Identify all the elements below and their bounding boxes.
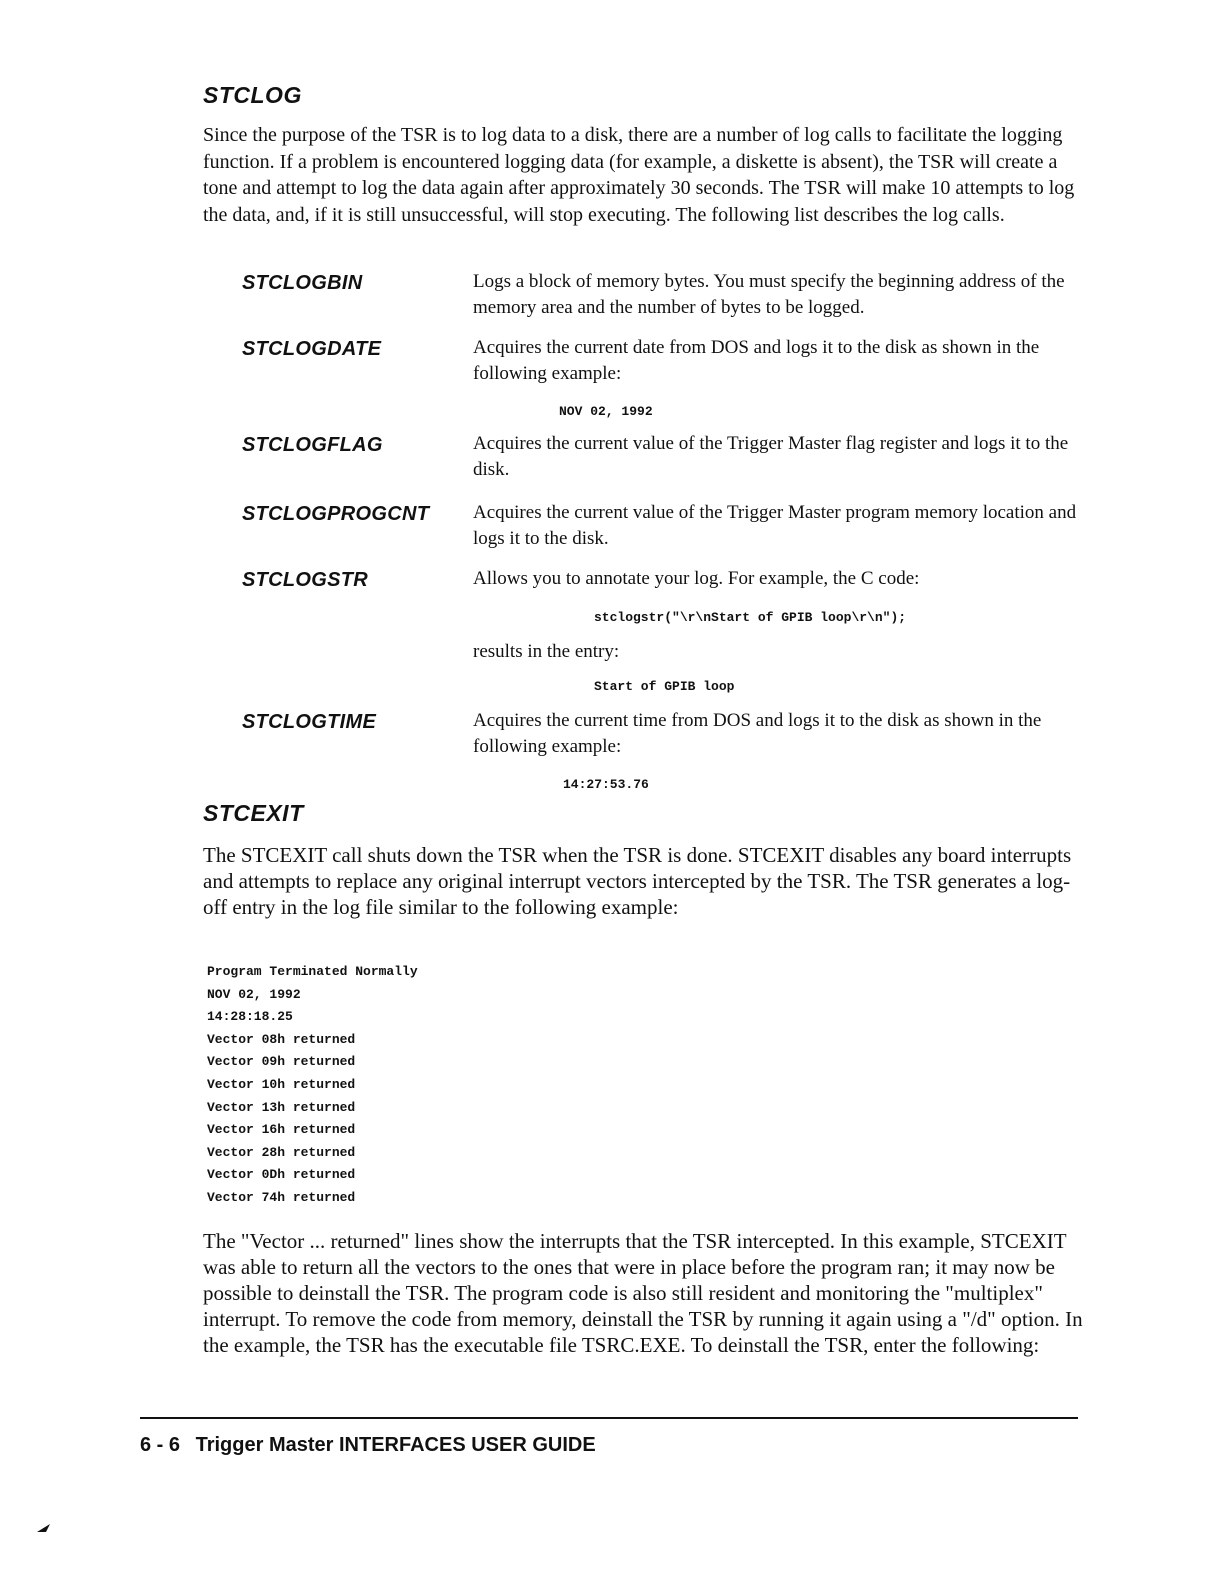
- stclog-intro: Since the purpose of the TSR is to log data to a disk, there are a number of log calls to facilitate the logging function. If a problem is encountered logging data (for example, a diskette is absent), the TSR will create a tone and attempt to log the data again after approximately 30 seconds. The TSR will make 10 attempts to log the data, and, if it is still unsuccessful, will stop executing. The following list describes the log calls.: [203, 124, 1075, 226]
- call-desc-stclogbin: Logs a block of memory bytes. You must specify the beginning address of the memory area and the number of bytes to be logged.: [473, 271, 1065, 318]
- scan-mark-icon: [37, 1521, 51, 1533]
- log-line: Vector 09h returned: [207, 1054, 356, 1070]
- log-off-entry: [207, 961, 418, 1210]
- call-desc-stclogdate: Acquires the current date from DOS and logs it to the disk as shown in the following example:: [473, 337, 1040, 384]
- call-name-stclogstr: STCLOGSTR: [242, 569, 369, 591]
- section-heading-stcexit: STCEXIT: [203, 800, 304, 826]
- call-desc-stclogstr: Allows you to annotate your log. For example, the C code:: [473, 568, 920, 589]
- footer-rule: [140, 1417, 1078, 1419]
- section-heading-stclog: STCLOG: [203, 82, 302, 108]
- log-line: Vector 08h returned: [207, 1031, 356, 1047]
- call-name-stclogbin: STCLOGBIN: [242, 272, 363, 294]
- log-line: Program Terminated Normally: [207, 964, 418, 979]
- footer-title: Trigger Master INTERFACES USER GUIDE: [195, 1434, 596, 1456]
- log-line: Vector 13h returned: [207, 1099, 356, 1115]
- call-desc-stclogtime: Acquires the current time from DOS and logs it to the disk as shown in the following example:: [473, 710, 1042, 757]
- log-line: 14:28:18.25: [207, 1009, 293, 1025]
- stcexit-intro: The STCEXIT call shuts down the TSR when the TSR is done. STCEXIT disables any board interrupts and attempts to replace any original interrupt vectors intercepted by the TSR. The TSR generates a log-off entry in the log file similar to the following example:: [203, 843, 1072, 919]
- call-name-stclogprogcnt: STCLOGPROGCNT: [242, 503, 430, 525]
- log-line: Vector 10h returned: [207, 1076, 356, 1092]
- log-line: Vector 0Dh returned: [207, 1167, 356, 1183]
- call-desc2-stclogstr: results in the entry:: [473, 641, 620, 662]
- page-number: 6 - 6: [140, 1434, 181, 1456]
- code-example-logstr-entry: Start of GPIB loop: [594, 679, 735, 694]
- call-name-stclogtime: STCLOGTIME: [242, 711, 377, 733]
- page-footer: [140, 1434, 596, 1457]
- call-name-stclogflag: STCLOGFLAG: [242, 434, 383, 456]
- code-example-time: 14:27:53.76: [563, 777, 649, 792]
- call-name-stclogdate: STCLOGDATE: [242, 338, 382, 360]
- call-desc-stclogprogcnt: Acquires the current value of the Trigger Master program memory location and logs it to the disk.: [473, 502, 1077, 549]
- log-line: Vector 74h returned: [207, 1189, 356, 1205]
- call-desc-stclogflag: Acquires the current value of the Trigger Master flag register and logs it to the disk.: [473, 433, 1069, 480]
- stcexit-closing: The "Vector ... returned" lines show the interrupts that the TSR intercepted. In this example, STCEXIT was able to return all the vectors to the ones that were in place before the program ran; it may now be possible to deinstall the TSR. The program code is also still resident and monitoring the "multiplex" interrupt. To remove the code from memory, deinstall the TSR by running it again using a "/d" option. In the example, the TSR has the executable file TSRC.EXE. To deinstall the TSR, enter the following:: [203, 1229, 1083, 1357]
- log-line: Vector 16h returned: [207, 1122, 356, 1138]
- code-example-logstr: stclogstr("\r\nStart of GPIB loop\r\n");: [594, 610, 907, 625]
- log-line: Vector 28h returned: [207, 1144, 356, 1160]
- code-example-date: NOV 02, 1992: [559, 404, 653, 419]
- log-line: NOV 02, 1992: [207, 986, 301, 1002]
